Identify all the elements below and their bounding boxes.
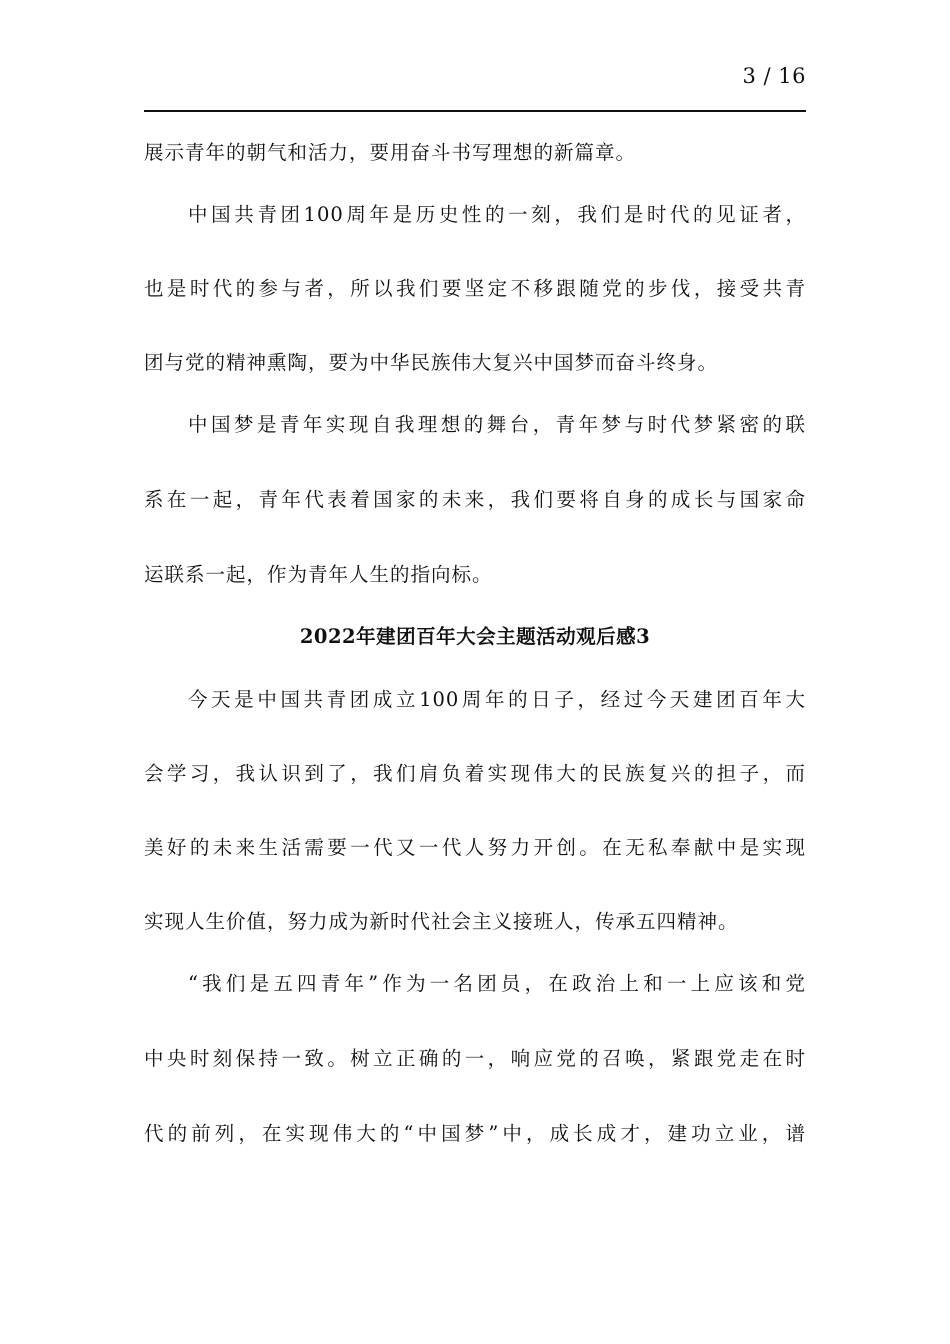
- paragraph-line: 展示青年的朝气和活力，要用奋斗书写理想的新篇章。: [144, 141, 637, 164]
- paragraph-line: 中央时刻保持一致。树立正确的一，响应党的召唤，紧跟党走在时: [144, 1047, 806, 1070]
- paragraph-line: 中国梦是青年实现自我理想的舞台，青年梦与时代梦紧密的联: [188, 413, 806, 436]
- paragraph-line: 中国共青团100周年是历史性的一刻，我们是时代的见证者，: [188, 203, 806, 226]
- paragraph-line: 美好的未来生活需要一代又一代人努力开创。在无私奉献中是实现: [144, 836, 806, 859]
- paragraph-line: 会学习，我认识到了，我们肩负着实现伟大的民族复兴的担子，而: [144, 762, 806, 785]
- header-divider: [144, 110, 806, 112]
- paragraph-line: 实现人生价值，努力成为新时代社会主义接班人，传承五四精神。: [144, 910, 739, 933]
- paragraph-line: 团与党的精神熏陶，要为中华民族伟大复兴中国梦而奋斗终身。: [144, 351, 719, 374]
- paragraph-line: “我们是五四青年”作为一名团员，在政治上和一上应该和党: [188, 972, 806, 995]
- page-number: 3 / 16: [742, 64, 806, 88]
- paragraph-line: 今天是中国共青团成立100周年的日子，经过今天建团百年大: [188, 688, 806, 711]
- paragraph-line: 也是时代的参与者，所以我们要坚定不移跟随党的步伐，接受共青: [144, 277, 806, 300]
- paragraph-line: 运联系一起，作为青年人生的指向标。: [144, 563, 493, 586]
- paragraph-line: 系在一起，青年代表着国家的未来，我们要将自身的成长与国家命: [144, 488, 806, 511]
- paragraph-line: 代的前列，在实现伟大的“中国梦”中，成长成才，建功立业，谱: [144, 1122, 806, 1145]
- section-heading: 2022年建团百年大会主题活动观后感3: [299, 625, 651, 648]
